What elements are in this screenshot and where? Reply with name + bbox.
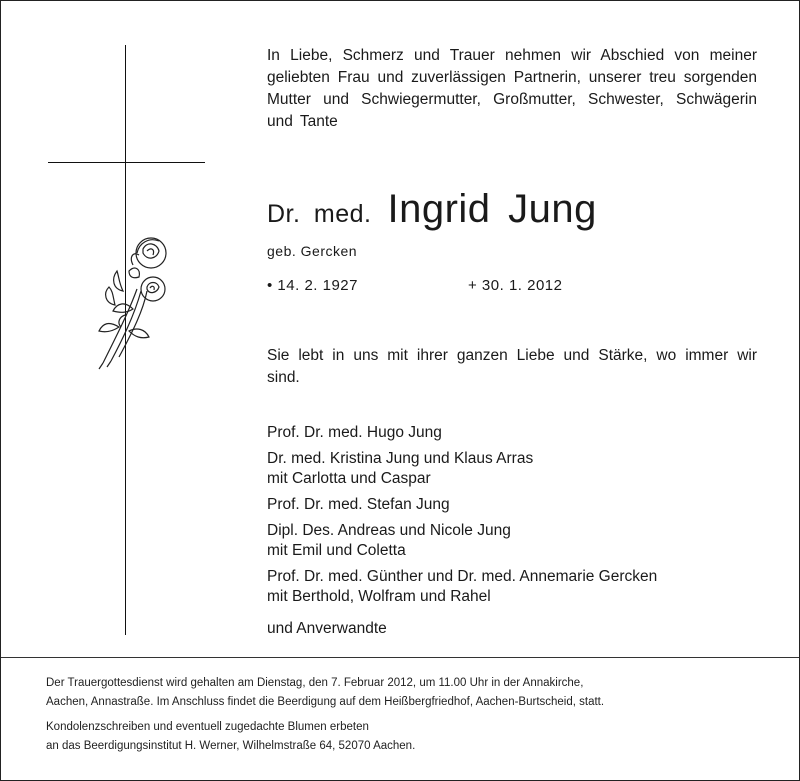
memorial-quote: Sie lebt in uns mit ihrer ganzen Liebe und Stärke, wo immer wir sind. [267, 347, 757, 386]
family-list [267, 423, 767, 613]
divider [1, 657, 799, 658]
cross-icon-horizontal [48, 162, 205, 163]
intro-text: In Liebe, Schmerz und Trauer nehmen wir Abschied von meiner geliebten Frau und zuverlässigen Partnerin, unserer treu sorgenden Mutter und Schwiegermutter, Großmutter, Schwester, Schwägerin und Tante [267, 47, 757, 130]
family-entry-line: Prof. Dr. med. Günther und Dr. med. Annemarie Gercken [267, 568, 658, 585]
family-entry [267, 495, 767, 515]
deceased-name-row [267, 187, 597, 232]
birth-date: • 14. 2. 1927 [267, 277, 358, 294]
family-entry-line: Dr. med. Kristina Jung und Klaus Arras [267, 450, 534, 467]
family-entry-line: Prof. Dr. med. Stefan Jung [267, 496, 450, 513]
footer-info [46, 674, 758, 756]
family-entry [267, 449, 767, 489]
rose-icon [89, 231, 179, 371]
birth-name: geb. Gercken [267, 243, 358, 259]
family-entry-line: mit Carlotta und Caspar [267, 470, 431, 487]
family-entry [267, 521, 767, 561]
service-info-line: Der Trauergottesdienst wird gehalten am Dienstag, den 7. Februar 2012, um 11.00 Uhr in der Annakirche, [46, 677, 584, 689]
family-entry [267, 423, 767, 443]
condolence-info-line: an das Beerdigungsinstitut H. Werner, Wilhelmstraße 64, 52070 Aachen. [46, 740, 416, 752]
condolence-info-line: Kondolenzschreiben und eventuell zugedachte Blumen erbeten [46, 721, 369, 733]
deceased-title: Dr. med. [267, 200, 372, 228]
service-info-line: Aachen, Annastraße. Im Anschluss findet die Beerdigung auf dem Heißbergfriedhof, Aachen-Burtscheid, statt. [46, 696, 605, 708]
family-entry-line: Prof. Dr. med. Hugo Jung [267, 424, 442, 441]
death-date: + 30. 1. 2012 [468, 277, 563, 294]
relatives-note: und Anverwandte [267, 620, 387, 637]
family-entry-line: Dipl. Des. Andreas und Nicole Jung [267, 522, 511, 539]
family-entry-line: mit Emil und Coletta [267, 542, 406, 559]
deceased-name: Ingrid Jung [387, 187, 597, 231]
family-entry [267, 567, 767, 607]
family-entry-line: mit Berthold, Wolfram und Rahel [267, 588, 491, 605]
